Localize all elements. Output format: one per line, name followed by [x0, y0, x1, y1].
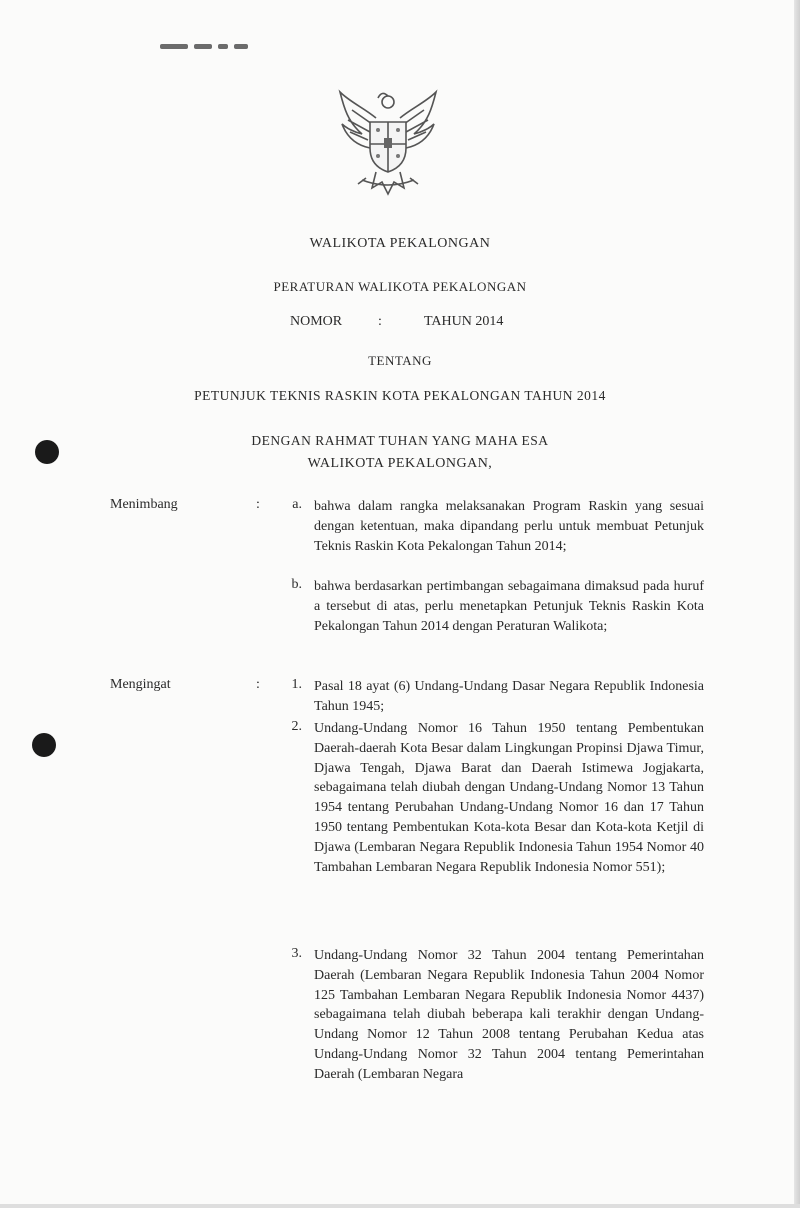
mengingat-item-3-text: Undang-Undang Nomor 32 Tahun 2004 tentang Pemerintahan Daerah (Lembaran Negara Republik Indonesia Tahun 2004 Nomor 125 Tambahan Lembaran Negara Republik Indonesia Nomor 4437) sebagaimana telah diubah beberapa kali terakhir dengan Undang-Undang Nomor 12 Tahun 2008 tentang Perubahan Kedua atas Undang-Undang Nomor 32 Tahun 2004 tentang Pemerintahan Daerah (Lembaran Negara — [314, 948, 704, 1082]
mengingat-item-2-text: Undang-Undang Nomor 16 Tahun 1950 tentang Pembentukan Daerah-daerah Kota Besar dalam Lingkungan Propinsi Djawa Timur, Djawa Tengah, Djawa Barat dan Daerah Istimewa Jogjakarta, sebagaimana telah diubah dengan Undang-Undang Nomor 13 Tahun 1954 tentang Perubahan Undang-Undang Nomor 16 dan 17 Tahun 1950 tentang Pembentukan Kota-kota Besar dan Kota-kota Ketjil di Djawa (Lembaran Negara Republik Indonesia Tahun 1954 Nomor 40 Tambahan Lembaran Negara Republik Indonesia Nomor 551); — [314, 721, 704, 875]
page-edge-shadow — [794, 0, 800, 1208]
nomor-label: NOMOR — [290, 314, 343, 329]
mengingat-item-2-marker: 2. — [291, 719, 302, 734]
menimbang-label: Menimbang — [110, 497, 178, 512]
menimbang-item-a-marker: a. — [292, 497, 302, 512]
menimbang-item-a-text: bahwa dalam rangka melaksanakan Program Raskin yang sesuai dengan ketentuan, maka dipandang perlu untuk membuat Petunjuk Teknis Raskin Kota Pekalongan Tahun 2014; — [314, 499, 704, 554]
heading-walikota-pekalongan: WALIKOTA PEKALONGAN, — [307, 456, 493, 471]
garuda-emblem-icon — [336, 88, 440, 198]
heading-tentang: TENTANG — [368, 353, 432, 368]
mengingat-colon: : — [256, 677, 260, 692]
menimbang-colon: : — [256, 497, 260, 512]
nomor-colon: : — [378, 314, 382, 329]
mengingat-label: Mengingat — [110, 677, 171, 692]
menimbang-item-b-text: bahwa berdasarkan pertimbangan sebagaimana dimaksud pada huruf a tersebut di atas, perlu menetapkan Petunjuk Teknis Raskin Kota Pekalongan Tahun 2014 dengan Peraturan Walikota; — [314, 579, 704, 634]
heading-rahmat: DENGAN RAHMAT TUHAN YANG MAHA ESA — [251, 433, 549, 448]
tahun-label: TAHUN 2014 — [424, 314, 504, 329]
document-title: PETUNJUK TEKNIS RASKIN KOTA PEKALONGAN TAHUN 2014 — [194, 388, 606, 403]
mengingat-item-1-text: Pasal 18 ayat (6) Undang-Undang Dasar Negara Republik Indonesia Tahun 1945; — [314, 679, 704, 714]
menimbang-item-b-marker: b. — [291, 577, 302, 592]
scan-artifact-mark — [160, 44, 252, 50]
heading-walikota: WALIKOTA PEKALONGAN — [309, 236, 491, 251]
mengingat-item-1-marker: 1. — [291, 677, 302, 692]
page-bottom-edge — [0, 1204, 800, 1208]
mengingat-item-3-marker: 3. — [291, 946, 302, 961]
punch-hole-bottom — [32, 733, 56, 757]
heading-peraturan: PERATURAN WALIKOTA PEKALONGAN — [273, 279, 527, 294]
